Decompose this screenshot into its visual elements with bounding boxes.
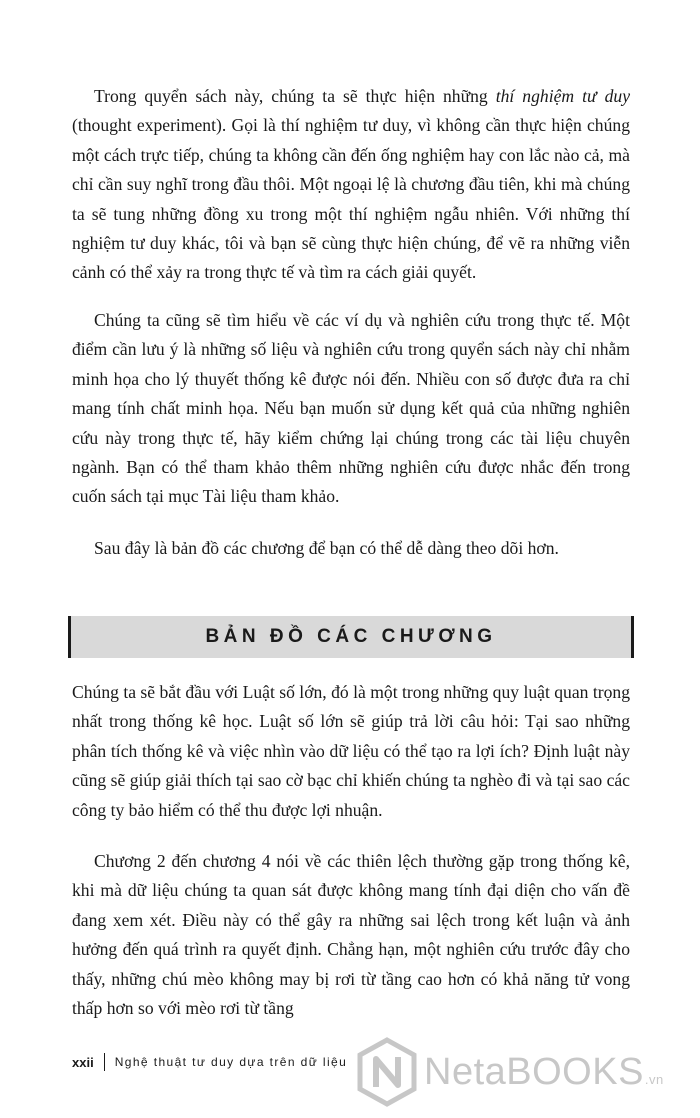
paragraph-real-examples <box>72 306 630 512</box>
netabooks-watermark <box>356 1034 686 1110</box>
paragraph-law-of-large-numbers <box>72 678 630 825</box>
page-footer <box>72 1050 347 1074</box>
paragraph-thought-experiment <box>72 82 630 288</box>
text-segment: Chúng ta cũng sẽ tìm hiểu về các ví dụ và nghiên cứu trong thực tế. Một điểm cần lưu ý là những số liệu và nghiên cứu trong quyển sách này chỉ nhằm minh họa cho lý thuyết thống kê được nói đến. Nhiều con số được đưa ra chỉ mang tính chất minh họa. Nếu bạn muốn sử dụng kết quả của những nghiên cứu này trong thực tế, hãy kiểm chứng lại chúng trong các tài liệu chuyên ngành. Bạn có thể tham khảo thêm những nghiên cứu được nhắc đến trong cuốn sách tại mục Tài liệu tham khảo. <box>72 310 630 507</box>
italic-term: thí nghiệm tư duy <box>495 86 631 106</box>
running-title: Nghệ thuật tư duy dựa trên dữ liệu <box>114 1055 348 1069</box>
page-number: xxii <box>72 1054 94 1070</box>
watermark-suffix: .vn <box>644 1071 664 1087</box>
paragraph-chapter-map-intro <box>72 534 630 563</box>
text-segment: Chúng ta sẽ bắt đầu với Luật số lớn, đó là một trong những quy luật quan trọng nhất trong thống kê học. Luật số lớn sẽ giúp trả lời câu hỏi: Tại sao những phân tích thống kê và việc nhìn vào dữ liệu có thể tạo ra lợi ích? Định luật này cũng sẽ giúp giải thích tại sao cờ bạc chỉ khiến chúng ta nghèo đi và tại sao các công ty bảo hiểm có thể thu được lợi nhuận. <box>72 682 630 820</box>
text-segment: Chương 2 đến chương 4 nói về các thiên lệch thường gặp trong thống kê, khi mà dữ liệu chúng ta quan sát được không mang tính đại diện cho vấn đề đang xem xét. Điều này có thể gây ra những sai lệch trong kết luận và ảnh hưởng đến quá trình ra quyết định. Chẳng hạn, một nghiên cứu trước đây cho thấy, những chú mèo không may bị rơi từ tầng cao hơn có khả năng tử vong thấp hơn so với mèo rơi từ tầng <box>72 851 630 1019</box>
section-title: BẢN ĐỒ CÁC CHƯƠNG <box>205 626 497 647</box>
watermark-brand: NetaBOOKS <box>424 1050 644 1093</box>
netabooks-logo-icon <box>356 1037 418 1107</box>
paragraph-chapters-2-4 <box>72 847 630 1023</box>
text-segment: (thought experiment). Gọi là thí nghiệm tư duy, vì không cần thực hiện chúng một cách trực tiếp, chúng ta không cần đến ống nghiệm hay con lắc nào cả, mà chỉ cần suy nghĩ trong đầu thôi. Một ngoại lệ là chương đầu tiên, khi mà chúng ta sẽ tung những đồng xu trong một thí nghiệm ngẫu nhiên. Với những thí nghiệm tư duy khác, tôi và bạn sẽ cùng thực hiện chúng, để vẽ ra những viễn cảnh có thể xảy ra trong thực tế và tìm ra cách giải quyết. <box>72 115 630 283</box>
text-segment: Sau đây là bản đồ các chương để bạn có thể dễ dàng theo dõi hơn. <box>94 538 559 558</box>
footer-divider <box>104 1053 105 1071</box>
section-header-chapter-map <box>68 616 634 658</box>
text-segment: Trong quyển sách này, chúng ta sẽ thực hiện những <box>94 86 496 106</box>
watermark-text <box>424 1051 664 1094</box>
